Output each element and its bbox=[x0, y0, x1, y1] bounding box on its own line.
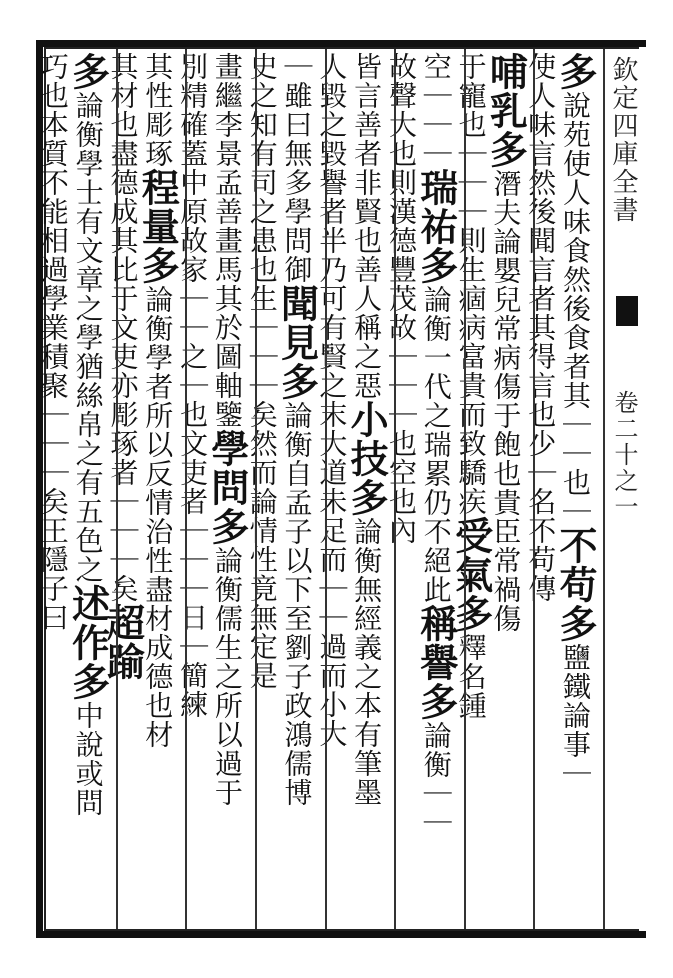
text-run: 畫繼李景孟善畫馬其於圖軸鑒 bbox=[210, 52, 244, 429]
text-column bbox=[315, 52, 360, 927]
text-column bbox=[274, 52, 325, 927]
text-column bbox=[245, 52, 290, 927]
text-column bbox=[384, 52, 429, 927]
text-run: 生｜｜｜矣然而論情性竟無定是 bbox=[245, 284, 279, 690]
text-column bbox=[524, 52, 568, 927]
headword: 小技多 bbox=[344, 400, 390, 517]
text-column bbox=[65, 52, 116, 927]
juan-number: 卷二十之一 bbox=[610, 390, 638, 520]
text-run: 盡德成其比于文吏亦彫琢者｜｜｜矣 bbox=[106, 139, 140, 603]
headword: 述作多 bbox=[65, 584, 111, 701]
text-run: 史之知有司之患也 bbox=[245, 52, 279, 284]
text-run: 論衡無經義之本有筆墨 bbox=[350, 517, 384, 807]
text-column bbox=[100, 52, 151, 927]
text-run: ｜雖曰無多學問御 bbox=[280, 52, 314, 284]
text-column bbox=[344, 52, 394, 927]
headword: 多 bbox=[65, 52, 111, 91]
headword: 不苟多 bbox=[553, 526, 598, 643]
text-column bbox=[204, 52, 255, 927]
text-run: 論衡學士有文章之學猶絲帛之有五色之 bbox=[71, 91, 105, 584]
text-run: 論衡自孟子以下至劉子政鴻儒博 bbox=[280, 401, 314, 807]
headword: 超踰 bbox=[100, 603, 146, 681]
headword: 聞見多 bbox=[274, 284, 320, 401]
text-run: 論衡儒生之所以過于 bbox=[210, 546, 244, 807]
text-column bbox=[135, 52, 185, 927]
headword: 學問多 bbox=[204, 429, 250, 546]
text-run: 王隱子曰 bbox=[36, 516, 70, 632]
text-run: 人毀之毀譽者半乃可有賢 bbox=[315, 52, 349, 371]
text-run: 論衡一代之瑞累仍不絕此 bbox=[419, 285, 453, 604]
text-run: 則漢德豐茂故｜｜｜也 bbox=[384, 168, 418, 458]
book-title: 欽定四庫全書 bbox=[608, 56, 638, 224]
text-run: 而小大 bbox=[315, 661, 349, 748]
text-column bbox=[483, 52, 534, 927]
text-run: ｜名不苟傳 bbox=[524, 458, 558, 603]
text-run: 其材也 bbox=[106, 52, 140, 139]
headword: 瑞祐多 bbox=[413, 168, 459, 285]
text-run: 潛夫論嬰兒常病傷于飽也貴臣常禍傷 bbox=[489, 169, 523, 633]
text-run: 說苑使人味食然後食者其｜｜也｜ bbox=[559, 91, 592, 526]
text-run: 使人味言然後聞言者其得言也少 bbox=[524, 52, 558, 458]
text-run: 故聲大也 bbox=[384, 52, 418, 168]
text-run: 鹽鐵論事｜ bbox=[559, 643, 592, 788]
column-rule bbox=[464, 49, 466, 929]
text-run: 文吏者｜｜｜日｜簡練 bbox=[176, 429, 210, 719]
headword: 哺乳多 bbox=[483, 52, 529, 169]
text-run: 其性彫琢 bbox=[141, 52, 175, 168]
column-rule bbox=[533, 49, 535, 929]
headword: 受氣多 bbox=[448, 516, 494, 633]
column-rule bbox=[325, 49, 327, 929]
fishtail-mark-icon bbox=[616, 296, 638, 326]
text-run: 釋名鍾 bbox=[454, 633, 488, 720]
text-run: 之末大道未足而｜｜過 bbox=[315, 371, 349, 661]
text-run: 空也內 bbox=[384, 458, 418, 545]
column-rule bbox=[394, 49, 396, 929]
headword: 程量多 bbox=[135, 168, 181, 285]
text-column bbox=[413, 52, 464, 927]
column-rule bbox=[116, 49, 118, 929]
text-column bbox=[553, 52, 603, 927]
text-run: 論衡學者所以反情治性盡材成德也材 bbox=[141, 285, 175, 749]
headword: 稱譽多 bbox=[413, 604, 459, 721]
column-rule bbox=[185, 49, 187, 929]
text-column bbox=[448, 52, 499, 927]
text-run: 空｜｜｜ bbox=[419, 52, 453, 168]
headword: 多 bbox=[553, 52, 598, 91]
text-column bbox=[176, 52, 220, 927]
text-run: 皆言善者非賢也善人稱之惡 bbox=[350, 52, 384, 400]
text-run: 中說或問 bbox=[71, 701, 105, 817]
text-run: 別精確蓋中原故家｜｜之｜也 bbox=[176, 52, 210, 429]
text-run: 于寵也｜｜｜則生痼病富貴而致驕疾 bbox=[454, 52, 488, 516]
text-run: 巧也本質不能相過學業積聚｜｜｜矣 bbox=[36, 52, 70, 516]
column-rule bbox=[255, 49, 257, 929]
text-column bbox=[36, 52, 81, 927]
text-run: 論衡｜｜ bbox=[419, 721, 453, 837]
